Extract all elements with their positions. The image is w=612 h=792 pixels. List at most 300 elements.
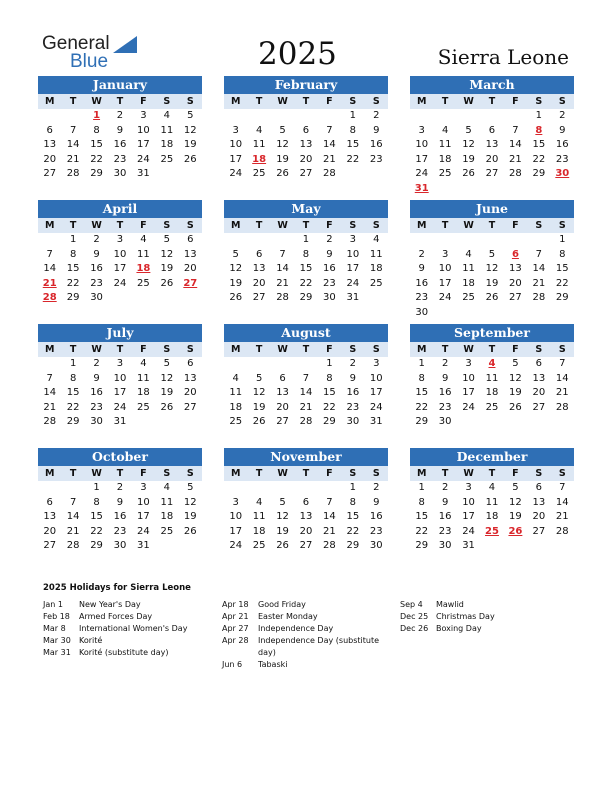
day-cell: 24 bbox=[229, 168, 243, 179]
day-cell: 28 bbox=[276, 292, 289, 303]
day-cell: 23 bbox=[438, 401, 452, 413]
weekday-label: S bbox=[163, 96, 171, 107]
day-cell: 19 bbox=[462, 153, 475, 165]
day-cell: 13 bbox=[532, 372, 546, 384]
day-cell: 6 bbox=[535, 482, 543, 493]
day-cell: 17 bbox=[462, 387, 475, 398]
day-cell: 18 bbox=[462, 277, 475, 289]
day-cell: 12 bbox=[160, 248, 174, 260]
day-cell: 13 bbox=[252, 263, 266, 274]
day-cell: 11 bbox=[229, 387, 243, 398]
day-cell: 28 bbox=[43, 416, 57, 427]
day-cell: 28 bbox=[532, 292, 546, 303]
day-cell: 22 bbox=[323, 401, 336, 413]
day-cell: 30 bbox=[323, 292, 336, 303]
weekday-label: S bbox=[558, 220, 566, 231]
day-cell: 6 bbox=[279, 372, 286, 384]
weekday-label: T bbox=[488, 344, 496, 355]
weekday-label: T bbox=[116, 220, 124, 231]
empty-cell bbox=[294, 109, 317, 124]
holiday-day: 6 bbox=[511, 248, 519, 260]
day-cell: 6 bbox=[187, 234, 194, 245]
holiday-name: Independence Day (substitute day) bbox=[258, 636, 380, 657]
month-header: April bbox=[38, 200, 202, 218]
day-cell: 8 bbox=[559, 248, 566, 260]
weekday-label: S bbox=[535, 220, 543, 231]
empty-cell bbox=[247, 481, 270, 496]
weekday-label: T bbox=[116, 344, 124, 355]
day-cell: 18 bbox=[369, 263, 383, 274]
day-cell: 29 bbox=[90, 168, 103, 179]
day-cell: 4 bbox=[465, 248, 472, 260]
day-cell: 3 bbox=[232, 496, 239, 508]
holiday-date: Apr 27 bbox=[222, 624, 249, 633]
holiday-row bbox=[222, 599, 382, 611]
day-cell: 4 bbox=[140, 358, 147, 369]
day-cell: 16 bbox=[113, 139, 127, 150]
day-cell: 14 bbox=[43, 387, 57, 398]
day-cell: 20 bbox=[532, 511, 546, 522]
day-cell: 24 bbox=[462, 401, 475, 413]
month-header: July bbox=[38, 324, 202, 342]
day-cell: 26 bbox=[183, 525, 197, 537]
empty-cell bbox=[457, 233, 480, 248]
day-grid bbox=[224, 109, 388, 182]
holiday-column bbox=[400, 599, 565, 635]
month-november bbox=[224, 448, 388, 554]
weekday-label: F bbox=[140, 96, 147, 107]
day-cell: 20 bbox=[43, 525, 57, 537]
day-cell: 31 bbox=[369, 416, 383, 427]
empty-cell bbox=[38, 233, 61, 248]
day-cell: 2 bbox=[93, 234, 100, 245]
day-cell: 24 bbox=[113, 277, 127, 289]
empty-cell bbox=[271, 481, 294, 496]
day-cell: 6 bbox=[46, 124, 53, 136]
empty-cell bbox=[38, 481, 61, 496]
day-cell: 13 bbox=[43, 511, 57, 522]
empty-cell bbox=[504, 233, 527, 248]
weekday-label: W bbox=[277, 344, 288, 355]
month-june bbox=[410, 200, 574, 320]
empty-cell bbox=[504, 109, 527, 124]
day-cell: 25 bbox=[229, 416, 243, 427]
day-cell: 4 bbox=[255, 496, 263, 508]
day-cell: 9 bbox=[373, 496, 380, 508]
day-cell: 24 bbox=[113, 401, 127, 413]
weekday-label: T bbox=[69, 220, 77, 231]
day-cell: 16 bbox=[415, 277, 429, 289]
weekday-label: S bbox=[558, 344, 566, 355]
holiday-row bbox=[43, 599, 208, 611]
day-cell: 21 bbox=[532, 277, 546, 289]
month-header: June bbox=[410, 200, 574, 218]
day-cell: 18 bbox=[229, 401, 243, 413]
day-cell: 7 bbox=[69, 124, 77, 136]
day-cell: 10 bbox=[229, 511, 243, 522]
weekday-label: F bbox=[326, 468, 333, 479]
month-july bbox=[38, 324, 202, 430]
day-cell: 8 bbox=[326, 372, 333, 384]
day-cell: 13 bbox=[276, 387, 289, 398]
holiday-row bbox=[43, 623, 208, 635]
holiday-name: Christmas Day bbox=[436, 612, 495, 621]
weekday-label: F bbox=[512, 96, 519, 107]
day-cell: 5 bbox=[512, 482, 519, 493]
day-cell: 1 bbox=[349, 482, 357, 493]
day-cell: 27 bbox=[485, 168, 499, 179]
day-cell: 13 bbox=[43, 139, 57, 150]
day-cell: 9 bbox=[93, 248, 100, 260]
day-cell: 11 bbox=[160, 124, 174, 136]
weekday-label: F bbox=[512, 344, 519, 355]
weekday-label: S bbox=[349, 468, 357, 479]
day-cell: 13 bbox=[509, 263, 522, 274]
day-cell: 2 bbox=[116, 482, 124, 493]
empty-cell bbox=[224, 481, 247, 496]
day-cell: 3 bbox=[418, 124, 425, 136]
month-header: August bbox=[224, 324, 388, 342]
day-cell: 20 bbox=[485, 153, 499, 165]
weekday-label: T bbox=[69, 468, 77, 479]
holiday-row bbox=[43, 647, 208, 659]
day-grid bbox=[38, 357, 202, 430]
day-cell: 3 bbox=[116, 234, 124, 245]
day-cell: 21 bbox=[323, 525, 336, 537]
day-cell: 22 bbox=[66, 277, 80, 289]
weekday-label: W bbox=[91, 344, 102, 355]
weekday-label: T bbox=[441, 344, 449, 355]
day-cell: 25 bbox=[252, 540, 266, 551]
empty-cell bbox=[294, 481, 317, 496]
weekday-label: T bbox=[488, 468, 496, 479]
day-cell: 1 bbox=[69, 358, 77, 369]
day-cell: 25 bbox=[462, 292, 475, 303]
weekday-label: S bbox=[535, 344, 543, 355]
day-cell: 28 bbox=[555, 401, 569, 413]
month-january bbox=[38, 76, 202, 182]
day-cell: 17 bbox=[137, 139, 150, 150]
holiday-day: 31 bbox=[414, 182, 429, 194]
day-cell: 19 bbox=[160, 263, 174, 274]
month-header: December bbox=[410, 448, 574, 466]
weekday-label: T bbox=[255, 220, 263, 231]
weekday-label: S bbox=[186, 468, 194, 479]
holiday-day: 18 bbox=[136, 263, 151, 274]
weekday-label: S bbox=[372, 96, 380, 107]
day-cell: 10 bbox=[415, 139, 429, 150]
day-cell: 31 bbox=[137, 168, 150, 179]
day-cell: 10 bbox=[438, 263, 452, 274]
weekday-row bbox=[38, 466, 202, 481]
day-cell: 22 bbox=[415, 401, 429, 413]
day-cell: 26 bbox=[160, 277, 174, 289]
day-cell: 23 bbox=[415, 292, 429, 303]
day-cell: 16 bbox=[323, 263, 336, 274]
day-cell: 14 bbox=[555, 496, 569, 508]
empty-cell bbox=[271, 357, 294, 372]
day-cell: 12 bbox=[276, 139, 289, 150]
weekday-row bbox=[224, 218, 388, 233]
day-cell: 8 bbox=[69, 372, 77, 384]
day-cell: 7 bbox=[559, 358, 566, 369]
holiday-date: Dec 26 bbox=[400, 624, 429, 633]
day-cell: 29 bbox=[346, 540, 360, 551]
day-cell: 23 bbox=[369, 153, 383, 165]
day-cell: 1 bbox=[418, 358, 425, 369]
holiday-date: Apr 18 bbox=[222, 600, 249, 609]
holiday-name: Independence Day bbox=[258, 624, 334, 633]
day-cell: 30 bbox=[415, 306, 429, 318]
weekday-label: W bbox=[91, 96, 102, 107]
day-cell: 10 bbox=[137, 124, 150, 136]
day-grid bbox=[38, 481, 202, 554]
day-cell: 22 bbox=[66, 401, 80, 413]
day-cell: 7 bbox=[559, 482, 566, 493]
month-header: February bbox=[224, 76, 388, 94]
weekday-label: F bbox=[326, 96, 333, 107]
day-cell: 7 bbox=[326, 496, 333, 508]
holidays-title: 2025 Holidays for Sierra Leone bbox=[43, 583, 191, 593]
day-grid bbox=[38, 109, 202, 182]
day-cell: 14 bbox=[66, 511, 80, 522]
day-cell: 9 bbox=[349, 372, 357, 384]
empty-cell bbox=[480, 233, 503, 248]
day-cell: 9 bbox=[93, 372, 100, 384]
day-cell: 17 bbox=[229, 153, 243, 165]
day-cell: 23 bbox=[113, 525, 127, 537]
day-cell: 15 bbox=[66, 263, 80, 274]
month-september bbox=[410, 324, 574, 430]
weekday-label: S bbox=[558, 96, 566, 107]
empty-cell bbox=[433, 109, 456, 124]
holiday-name: New Year's Day bbox=[79, 600, 141, 609]
day-cell: 4 bbox=[441, 124, 449, 136]
empty-cell bbox=[271, 233, 294, 248]
day-cell: 1 bbox=[302, 234, 310, 245]
weekday-row bbox=[38, 218, 202, 233]
empty-cell bbox=[224, 233, 247, 248]
day-cell: 13 bbox=[299, 139, 313, 150]
day-cell: 8 bbox=[418, 496, 425, 508]
weekday-label: W bbox=[463, 96, 474, 107]
day-cell: 4 bbox=[488, 482, 496, 493]
day-cell: 19 bbox=[229, 277, 243, 289]
day-cell: 26 bbox=[485, 292, 499, 303]
day-cell: 7 bbox=[326, 124, 333, 136]
day-cell: 20 bbox=[43, 153, 57, 165]
weekday-label: M bbox=[230, 96, 241, 107]
day-cell: 24 bbox=[462, 525, 475, 537]
holiday-name: Easter Monday bbox=[258, 612, 318, 621]
day-cell: 9 bbox=[116, 124, 124, 136]
day-cell: 2 bbox=[116, 110, 124, 121]
logo bbox=[42, 33, 142, 73]
day-cell: 14 bbox=[43, 263, 57, 274]
holiday-day: 28 bbox=[42, 292, 57, 303]
day-cell: 20 bbox=[276, 401, 289, 413]
weekday-label: W bbox=[277, 220, 288, 231]
weekday-label: F bbox=[326, 344, 333, 355]
weekday-label: F bbox=[512, 468, 519, 479]
holiday-name: Korité bbox=[79, 636, 103, 645]
empty-cell bbox=[38, 109, 61, 124]
weekday-label: M bbox=[416, 96, 427, 107]
day-cell: 1 bbox=[418, 482, 425, 493]
day-cell: 8 bbox=[349, 124, 357, 136]
day-cell: 30 bbox=[90, 416, 103, 427]
day-cell: 28 bbox=[555, 525, 569, 537]
holiday-name: Korité (substitute day) bbox=[79, 648, 169, 657]
weekday-label: S bbox=[163, 468, 171, 479]
empty-cell bbox=[271, 109, 294, 124]
day-cell: 21 bbox=[555, 511, 569, 522]
weekday-label: T bbox=[255, 344, 263, 355]
day-cell: 23 bbox=[113, 153, 127, 165]
day-cell: 4 bbox=[232, 372, 239, 384]
holiday-row bbox=[222, 659, 382, 671]
day-cell: 31 bbox=[346, 292, 360, 303]
day-grid bbox=[224, 481, 388, 554]
day-cell: 29 bbox=[299, 292, 313, 303]
day-cell: 25 bbox=[137, 277, 150, 289]
logo-triangle-icon bbox=[113, 36, 137, 53]
month-may bbox=[224, 200, 388, 306]
weekday-label: M bbox=[44, 468, 55, 479]
day-cell: 19 bbox=[509, 387, 522, 398]
day-cell: 30 bbox=[438, 416, 452, 427]
day-cell: 21 bbox=[323, 153, 336, 165]
day-cell: 18 bbox=[485, 511, 499, 522]
empty-cell bbox=[480, 109, 503, 124]
day-cell: 29 bbox=[66, 292, 80, 303]
day-cell: 12 bbox=[160, 372, 174, 384]
day-cell: 10 bbox=[462, 372, 475, 384]
day-cell: 8 bbox=[69, 248, 77, 260]
day-cell: 10 bbox=[369, 372, 383, 384]
holiday-day: 8 bbox=[535, 124, 543, 136]
day-grid bbox=[224, 357, 388, 430]
day-cell: 15 bbox=[346, 139, 360, 150]
page-title: 2025 bbox=[258, 36, 337, 72]
weekday-label: T bbox=[302, 344, 310, 355]
day-cell: 11 bbox=[137, 248, 150, 260]
day-cell: 31 bbox=[113, 416, 127, 427]
day-cell: 29 bbox=[66, 416, 80, 427]
day-cell: 30 bbox=[113, 168, 127, 179]
day-cell: 22 bbox=[346, 525, 360, 537]
month-header: May bbox=[224, 200, 388, 218]
holiday-date: Mar 31 bbox=[43, 648, 71, 657]
weekday-label: M bbox=[416, 468, 427, 479]
day-cell: 6 bbox=[255, 248, 263, 260]
empty-cell bbox=[527, 233, 550, 248]
day-cell: 27 bbox=[532, 525, 546, 537]
day-cell: 11 bbox=[485, 496, 499, 508]
day-cell: 29 bbox=[415, 416, 429, 427]
day-cell: 3 bbox=[140, 482, 147, 493]
day-cell: 11 bbox=[369, 248, 383, 260]
weekday-label: M bbox=[416, 220, 427, 231]
day-cell: 22 bbox=[90, 525, 103, 537]
weekday-label: T bbox=[69, 96, 77, 107]
weekday-row bbox=[410, 94, 574, 109]
weekday-label: M bbox=[44, 344, 55, 355]
weekday-label: T bbox=[302, 468, 310, 479]
day-cell: 28 bbox=[323, 540, 336, 551]
weekday-label: T bbox=[488, 220, 496, 231]
day-cell: 15 bbox=[346, 511, 360, 522]
day-cell: 30 bbox=[346, 416, 360, 427]
holiday-day: 30 bbox=[555, 168, 570, 179]
day-cell: 12 bbox=[229, 263, 243, 274]
holiday-date: Feb 18 bbox=[43, 612, 70, 621]
day-cell: 15 bbox=[415, 511, 429, 522]
day-cell: 3 bbox=[441, 248, 449, 260]
day-cell: 2 bbox=[559, 110, 566, 121]
empty-cell bbox=[61, 481, 84, 496]
day-cell: 16 bbox=[555, 139, 569, 150]
day-cell: 3 bbox=[232, 124, 239, 136]
day-grid bbox=[410, 233, 574, 320]
day-cell: 27 bbox=[43, 168, 57, 179]
weekday-label: S bbox=[163, 344, 171, 355]
weekday-label: F bbox=[512, 220, 519, 231]
day-cell: 5 bbox=[232, 248, 239, 260]
day-cell: 24 bbox=[137, 153, 150, 165]
holiday-name: Mawlid bbox=[436, 600, 464, 609]
day-cell: 10 bbox=[113, 372, 127, 384]
day-cell: 25 bbox=[160, 525, 174, 537]
holiday-row bbox=[222, 611, 382, 623]
day-cell: 15 bbox=[66, 387, 80, 398]
day-cell: 15 bbox=[90, 511, 103, 522]
weekday-row bbox=[38, 342, 202, 357]
holiday-row bbox=[222, 635, 382, 659]
weekday-label: S bbox=[372, 220, 380, 231]
day-cell: 9 bbox=[373, 124, 380, 136]
logo-text-blue: Blue bbox=[70, 51, 109, 72]
day-cell: 7 bbox=[302, 372, 310, 384]
holiday-date: Apr 21 bbox=[222, 612, 249, 621]
holiday-day: 1 bbox=[93, 110, 101, 121]
day-cell: 19 bbox=[276, 525, 289, 537]
day-cell: 23 bbox=[555, 153, 569, 165]
weekday-label: W bbox=[463, 220, 474, 231]
day-cell: 30 bbox=[113, 540, 127, 551]
day-cell: 24 bbox=[137, 525, 150, 537]
day-cell: 6 bbox=[46, 496, 53, 508]
day-cell: 2 bbox=[93, 358, 100, 369]
day-cell: 2 bbox=[441, 482, 449, 493]
empty-cell bbox=[318, 481, 341, 496]
day-cell: 19 bbox=[160, 387, 174, 398]
empty-cell bbox=[61, 109, 84, 124]
empty-cell bbox=[247, 357, 270, 372]
day-cell: 5 bbox=[465, 124, 472, 136]
holiday-name: Tabaski bbox=[258, 660, 288, 669]
day-cell: 30 bbox=[369, 540, 383, 551]
day-cell: 2 bbox=[326, 234, 333, 245]
day-cell: 29 bbox=[323, 416, 336, 427]
weekday-label: M bbox=[230, 220, 241, 231]
day-cell: 21 bbox=[66, 525, 80, 537]
day-cell: 30 bbox=[90, 292, 103, 303]
empty-cell bbox=[294, 357, 317, 372]
day-cell: 11 bbox=[160, 496, 174, 508]
day-cell: 5 bbox=[512, 358, 519, 369]
weekday-label: S bbox=[186, 96, 194, 107]
